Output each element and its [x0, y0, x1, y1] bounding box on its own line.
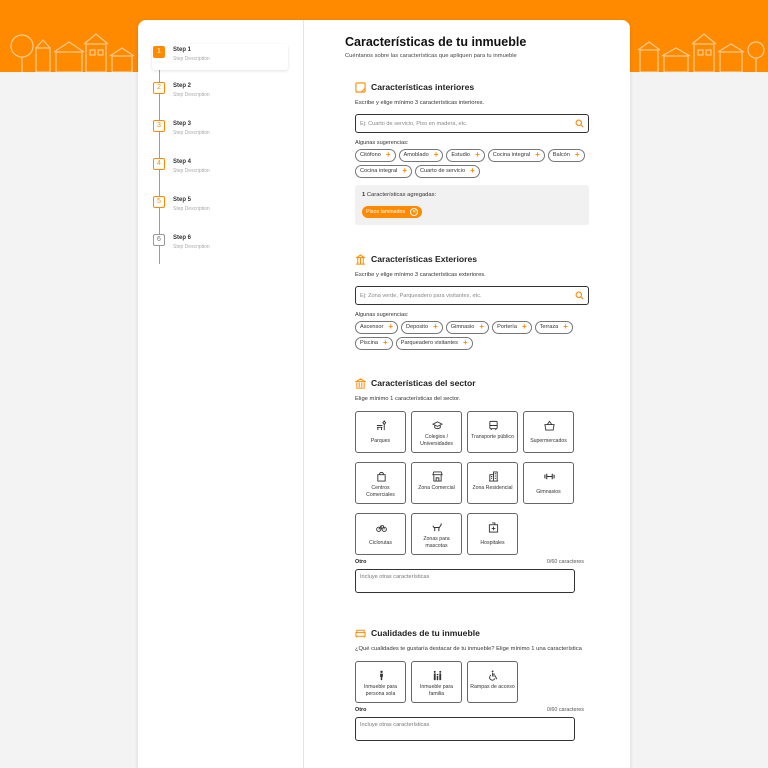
otro-row: [355, 559, 589, 567]
char-counter: 0/60 caracteres: [546, 706, 584, 713]
page-subtitle: Cuéntanos sobre las características que apliquen para tu inmueble: [345, 53, 517, 59]
section-exteriores: [355, 254, 589, 350]
tile-rampas[interactable]: [467, 661, 518, 703]
section-hint: Escribe y elige mínimo 3 características exteriores.: [355, 272, 486, 278]
section-title: Características Exteriores: [371, 254, 478, 264]
person-icon: [376, 670, 387, 681]
tile-label: Rampas de acceso: [470, 683, 515, 690]
search-icon[interactable]: [575, 119, 584, 128]
textarea-placeholder: Incluye otras características: [360, 721, 430, 728]
added-features-label: 1 Características agregadas:: [362, 191, 437, 198]
suggestion-chip[interactable]: Cocina integral +: [488, 149, 545, 162]
tile-colegios[interactable]: [411, 411, 462, 453]
plus-icon: +: [462, 338, 468, 347]
tile-label: Zona Residencial: [472, 484, 513, 491]
otro-textarea[interactable]: [355, 717, 575, 741]
plus-icon: +: [535, 150, 540, 159]
search-icon[interactable]: [575, 291, 584, 300]
suggestion-chip[interactable]: Parqueadero visitantes +: [396, 337, 473, 350]
park-icon: [376, 420, 387, 431]
institution-icon: [355, 378, 366, 389]
suggestion-chips: [355, 149, 589, 178]
step-title: Step 2: [173, 83, 192, 89]
textarea-placeholder: Incluye otras características: [360, 573, 430, 580]
step-number: 5: [153, 196, 165, 208]
step-3[interactable]: [152, 118, 288, 144]
added-feature-chip[interactable]: Pisos laminados ✕: [362, 206, 422, 218]
section-sector: [355, 378, 589, 593]
suggestion-chip[interactable]: Cuarto de servicio +: [415, 165, 480, 178]
section-title: Cualidades de tu inmueble: [371, 628, 480, 638]
pet-icon: [432, 522, 443, 533]
suggestion-chip[interactable]: Deposito +: [401, 321, 443, 334]
tile-persona-sola[interactable]: [355, 661, 406, 703]
tile-label: Hospitales: [480, 539, 505, 546]
sector-tiles: [355, 411, 589, 559]
plus-icon: +: [470, 166, 475, 175]
tile-label: Parques: [370, 437, 391, 444]
tile-label: Ciclorutas: [368, 539, 393, 546]
tile-hospitales[interactable]: [467, 513, 518, 555]
remove-icon[interactable]: ✕: [412, 208, 417, 215]
tile-parques[interactable]: [355, 411, 406, 453]
plus-icon: +: [433, 150, 439, 159]
search-placeholder: Ej: Cuarto de servicio, Piso en madera, etc.: [360, 120, 468, 127]
step-number: 4: [153, 158, 165, 170]
suggestion-chip[interactable]: Cocina integral +: [355, 165, 412, 178]
section-title: Características del sector: [371, 378, 476, 388]
tile-supermercados[interactable]: [523, 411, 574, 453]
section-hint: Escribe y elige mínimo 3 características interiores.: [355, 100, 485, 106]
suggestion-chip[interactable]: Terraza +: [535, 321, 573, 334]
sofa-icon: [355, 628, 366, 639]
step-5[interactable]: [152, 194, 288, 220]
tile-mascotas[interactable]: [411, 513, 462, 555]
basket-icon: [544, 420, 555, 431]
otro-row: [355, 707, 589, 715]
plus-icon: +: [574, 150, 580, 159]
search-placeholder: Ej: Zona verde, Parqueadero para visitantes, etc.: [360, 292, 482, 299]
bicycle-icon: [376, 522, 387, 533]
building-icon: [355, 254, 366, 265]
tile-label: Gimnasios: [536, 488, 561, 495]
tile-zona-comercial[interactable]: [411, 462, 462, 504]
step-6[interactable]: [152, 232, 288, 258]
tile-label: Inmueble para familia: [419, 683, 454, 697]
tile-label: Transporte público: [471, 433, 514, 440]
shopping-bag-icon: [376, 471, 387, 482]
tile-gimnasios[interactable]: [523, 462, 574, 504]
step-number: 6: [153, 234, 165, 246]
plus-icon: +: [479, 322, 485, 331]
section-title: Características interiores: [371, 82, 475, 92]
section-cualidades: [355, 628, 589, 741]
step-title: Step 5: [173, 197, 192, 203]
step-2[interactable]: [152, 80, 288, 106]
suggestions-label: Algunas sugerencias:: [355, 139, 409, 146]
tile-label: Zonas para mascotas: [423, 535, 450, 549]
store-icon: [432, 471, 443, 482]
suggestion-chip[interactable]: Portería +: [492, 321, 532, 334]
dumbbell-icon: [544, 471, 555, 482]
plus-icon: +: [433, 322, 438, 331]
otro-label: Otro: [355, 706, 367, 713]
step-title: Step 6: [173, 235, 192, 241]
plus-icon: +: [383, 338, 388, 347]
tile-ciclorutas[interactable]: [355, 513, 406, 555]
suggestion-chip[interactable]: Amoblado +: [399, 149, 444, 162]
interiores-search-input[interactable]: [355, 114, 589, 133]
tile-centros-comerciales[interactable]: [355, 462, 406, 504]
step-1[interactable]: [152, 44, 288, 70]
graduation-cap-icon: [432, 420, 443, 431]
plus-icon: +: [521, 322, 527, 331]
step-description: Step Description: [173, 92, 210, 98]
hospital-icon: [488, 522, 499, 533]
step-title: Step 3: [173, 121, 192, 127]
tile-familia[interactable]: [411, 661, 462, 703]
tile-label: Centros Comerciales: [366, 484, 395, 498]
suggestion-chip[interactable]: Ascensor +: [355, 321, 398, 334]
family-icon: [432, 670, 443, 681]
stepper-sidebar: [138, 20, 304, 768]
exteriores-search-input[interactable]: [355, 286, 589, 305]
step-number: 1: [153, 46, 165, 58]
step-description: Step Description: [173, 168, 210, 174]
otro-textarea[interactable]: [355, 569, 575, 593]
plus-icon: +: [563, 322, 568, 331]
step-description: Step Description: [173, 56, 210, 62]
bus-icon: [488, 420, 499, 431]
suggestions-label: Algunas sugerencias:: [355, 311, 409, 318]
step-number: 2: [153, 82, 165, 94]
added-features-box: [355, 185, 589, 225]
cualidades-tiles: [355, 661, 589, 707]
step-title: Step 1: [173, 47, 192, 53]
document-icon: [355, 82, 366, 93]
section-hint: ¿Qué cualidades te gustaría destacar de tu inmueble? Elige mínimo 1 una característica: [355, 646, 582, 652]
step-title: Step 4: [173, 159, 192, 165]
plus-icon: +: [475, 150, 480, 159]
suggestion-chip[interactable]: Citófono +: [355, 149, 396, 162]
tile-label: Inmueble para persona sola: [363, 683, 398, 697]
suggestion-chip[interactable]: Gimnasio +: [446, 321, 489, 334]
step-4[interactable]: [152, 156, 288, 182]
form-card: [138, 20, 630, 768]
plus-icon: +: [402, 166, 407, 175]
suggestion-chip[interactable]: Balcón +: [548, 149, 585, 162]
page-title: Características de tu inmueble: [345, 35, 527, 49]
section-interiores: [355, 82, 589, 225]
suggestion-chip[interactable]: Estudio +: [446, 149, 484, 162]
tile-label: Zona Comercial: [418, 484, 455, 491]
step-description: Step Description: [173, 206, 210, 212]
plus-icon: +: [388, 322, 393, 331]
residential-icon: [488, 471, 499, 482]
step-description: Step Description: [173, 244, 210, 250]
section-hint: Elige mínimo 1 características del sector.: [355, 396, 461, 402]
wheelchair-icon: [488, 670, 499, 681]
plus-icon: +: [385, 150, 391, 159]
suggestion-chips: [355, 321, 589, 350]
tile-label: Colegios / Universidades: [420, 433, 453, 447]
step-number: 3: [153, 120, 165, 132]
char-counter: 0/60 caracteres: [546, 558, 584, 565]
tile-label: Supermercados: [530, 437, 567, 444]
tile-transporte[interactable]: [467, 411, 518, 453]
otro-label: Otro: [355, 558, 367, 565]
tile-zona-residencial[interactable]: [467, 462, 518, 504]
suggestion-chip[interactable]: Piscina +: [355, 337, 393, 350]
step-description: Step Description: [173, 130, 210, 136]
